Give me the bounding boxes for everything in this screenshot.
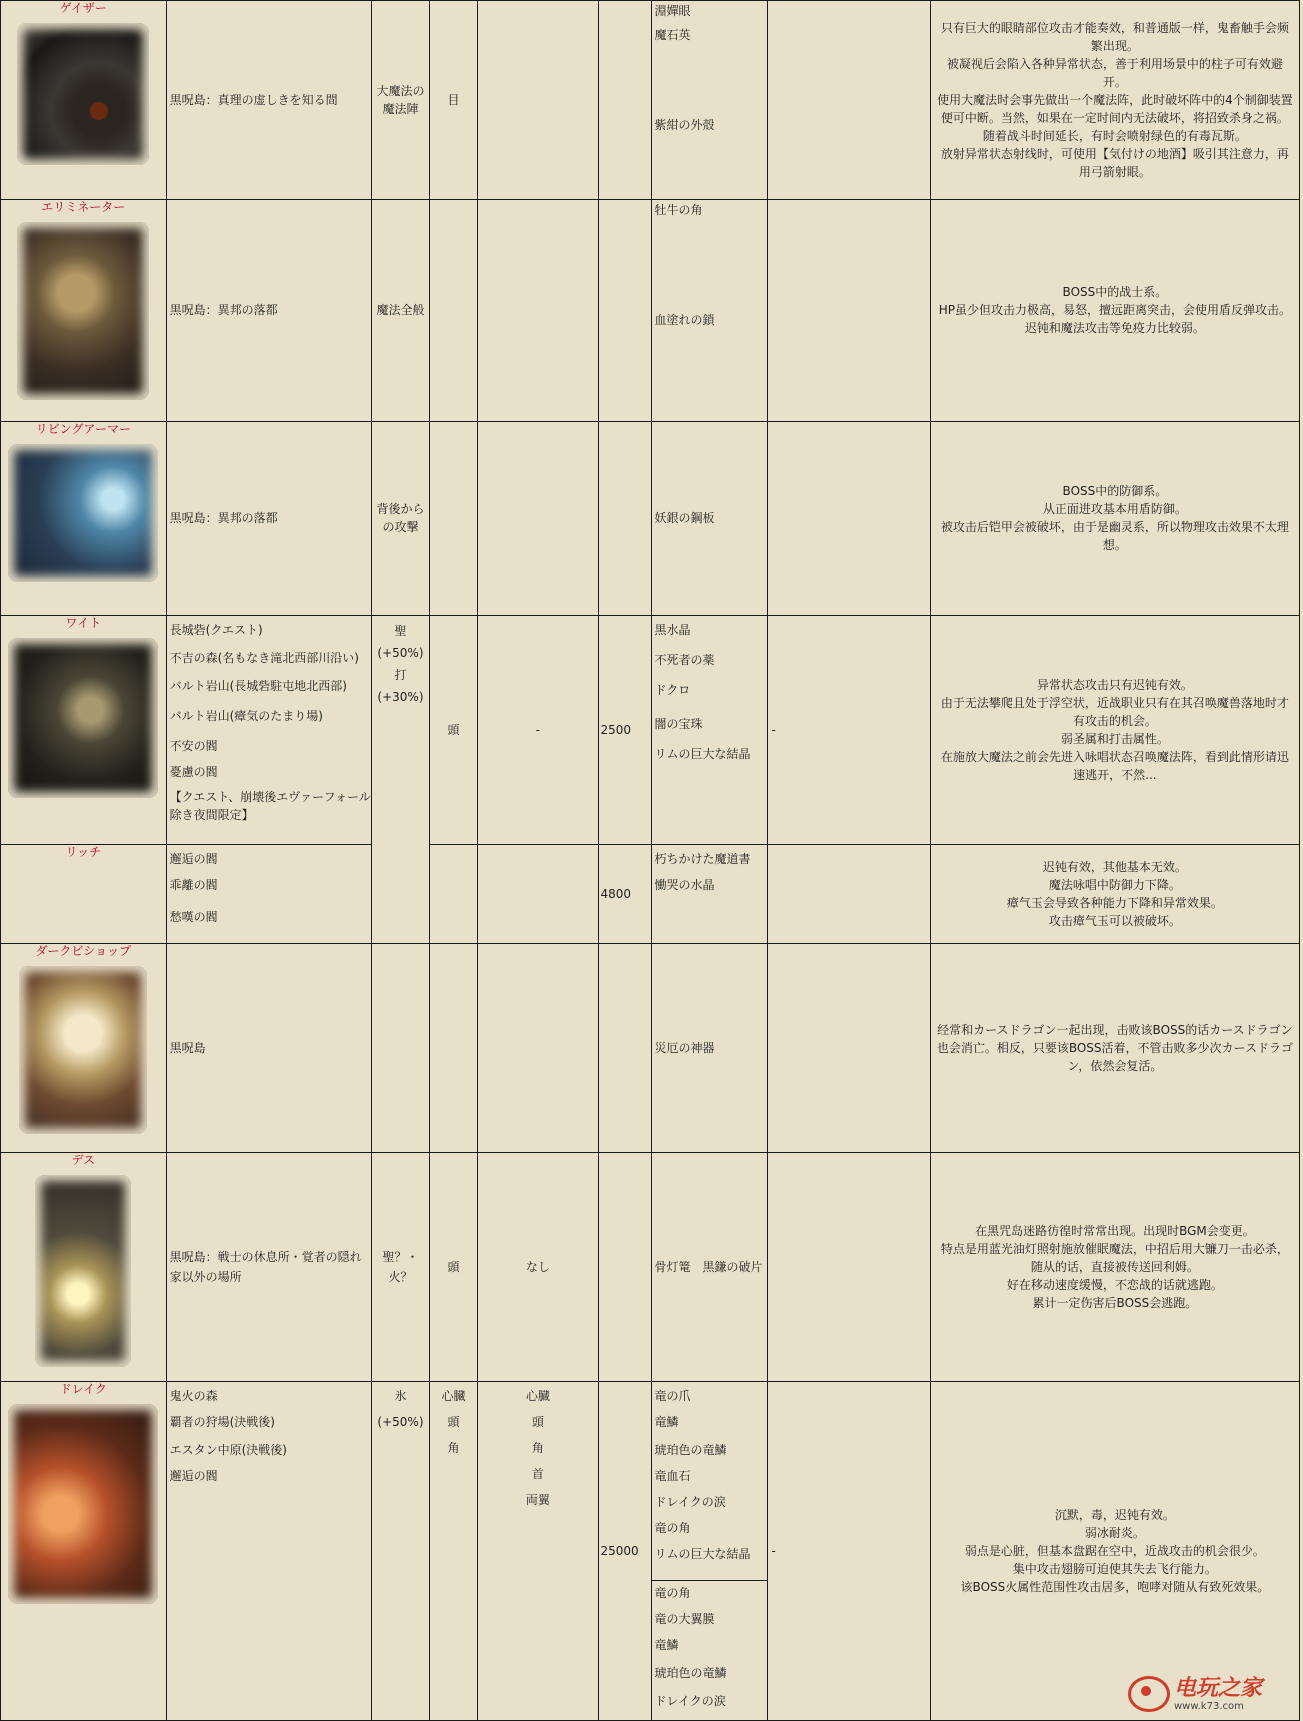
weakpoint2-cell bbox=[478, 944, 598, 1152]
note-line: 沉默，毒，迟钝有效。 bbox=[1054, 1508, 1175, 1523]
exp-value: 25000 bbox=[600, 1544, 639, 1559]
table-row bbox=[1, 944, 1300, 1152]
weakness-cell bbox=[372, 1152, 429, 1382]
watermark bbox=[1128, 1672, 1298, 1716]
location-cell bbox=[166, 1, 372, 200]
drop-item: 竜の角 bbox=[654, 1521, 691, 1536]
extra-cell bbox=[768, 421, 930, 615]
note-line: 弱冰耐炎。 bbox=[1084, 1526, 1145, 1541]
table-row bbox=[1, 200, 1300, 421]
location-text: 【クエスト、崩壊後エヴァーフォール除き夜間限定】 bbox=[169, 789, 371, 822]
location-cell bbox=[166, 1382, 372, 1721]
note-line: 瘴气玉会导致各种能力下降和异常效果。 bbox=[1006, 896, 1223, 911]
exp-cell bbox=[598, 200, 651, 421]
weakpoint-text: 目 bbox=[447, 93, 460, 108]
weakpoint2-cell bbox=[478, 615, 598, 845]
drop-item: 竜の角 bbox=[654, 1586, 691, 1601]
drop-item: 不死者の薬 bbox=[654, 652, 715, 667]
drops-cell bbox=[651, 1, 768, 200]
weakpoint2-text: 角 bbox=[531, 1441, 544, 1456]
notes-cell bbox=[930, 615, 1299, 845]
drops-cell bbox=[651, 421, 768, 615]
weakpoint-cell bbox=[429, 1, 478, 200]
note-line: 异常状态攻击只有迟钝有效。 bbox=[1036, 678, 1193, 693]
note-line: 好在移动速度缓慢，不恋战的话就逃跑。 bbox=[1006, 1277, 1223, 1292]
extra-cell bbox=[768, 200, 930, 421]
exp-cell bbox=[598, 1, 651, 200]
note-line: 从正面进攻基本用盾防御。 bbox=[1042, 502, 1187, 517]
location-text: 乖離の閻 bbox=[169, 878, 218, 893]
watermark-url: www.k73.com bbox=[1174, 1700, 1244, 1712]
location-text: 鬼火の森 bbox=[169, 1389, 218, 1404]
weakpoint-text: 頭 bbox=[447, 1415, 460, 1430]
location-cell bbox=[166, 615, 372, 845]
location-text: 邂逅の閻 bbox=[169, 852, 218, 867]
monster-portrait bbox=[8, 638, 158, 798]
weakness-text: 打 bbox=[394, 667, 407, 682]
weakpoint-cell bbox=[429, 1382, 478, 1721]
weakpoint-text: 頭 bbox=[447, 1259, 460, 1274]
monster-name: ダークビショップ bbox=[35, 944, 132, 959]
name-cell bbox=[1, 421, 167, 615]
weakpoint2-text: - bbox=[535, 723, 541, 738]
notes-cell bbox=[930, 1152, 1299, 1382]
notes-cell bbox=[930, 200, 1299, 421]
drop-item: 骨灯篭 黒鎌の破片 bbox=[654, 1259, 763, 1274]
table-row bbox=[1, 615, 1300, 845]
drop-item: ドレイクの涙 bbox=[654, 1694, 726, 1709]
weakness-cell bbox=[372, 1, 429, 200]
weakness-text: 聖 bbox=[394, 623, 407, 638]
weakpoint2-cell bbox=[478, 200, 598, 421]
drop-item: 朽ちかけた魔道書 bbox=[654, 852, 751, 867]
weakpoint2-cell bbox=[478, 1152, 598, 1382]
monster-name: ゲイザー bbox=[59, 1, 107, 15]
table-row bbox=[1, 1382, 1300, 1581]
weakpoint2-text: 頭 bbox=[531, 1415, 544, 1430]
weakpoint2-cell bbox=[478, 1382, 598, 1721]
weakness-cell bbox=[372, 200, 429, 421]
exp-cell bbox=[598, 421, 651, 615]
exp-cell bbox=[598, 944, 651, 1152]
exp-value: 4800 bbox=[600, 887, 632, 902]
exp-cell bbox=[598, 1152, 651, 1382]
drops-cell bbox=[651, 1581, 768, 1721]
location-text: バルト岩山(長城砦駐屯地北西部) bbox=[169, 678, 347, 693]
weakpoint-cell bbox=[429, 421, 478, 615]
exp-cell bbox=[598, 615, 651, 845]
name-cell bbox=[1, 1382, 167, 1721]
drop-item: 竜血石 bbox=[654, 1469, 691, 1484]
note-line: 被攻击后铠甲会被破坏，由于是幽灵系，所以物理攻击效果不太理想。 bbox=[940, 520, 1289, 553]
location-cell bbox=[166, 200, 372, 421]
drop-item: 慟哭の水晶 bbox=[654, 878, 715, 893]
extra-cell bbox=[768, 944, 930, 1152]
name-cell bbox=[1, 845, 167, 944]
drop-item: 淵嬋眼 bbox=[654, 4, 691, 18]
note-line: 弱点是心脏，但基本盘踞在空中，近战攻击的机会很少。 bbox=[964, 1544, 1265, 1559]
extra-text: - bbox=[771, 1544, 776, 1559]
location-text: 愁嘆の閻 bbox=[169, 910, 218, 925]
monster-name: デス bbox=[71, 1152, 96, 1167]
note-line: 被凝视后会陷入各种异常状态，善于利用场景中的柱子可有效避开。 bbox=[946, 57, 1283, 90]
location-cell bbox=[166, 845, 372, 944]
note-line: 经常和カースドラゴン一起出现，击败该BOSS的话カースドラゴン也会消亡。相反，只要该BOSS活着，不管击败多少次カースドラゴン，依然会复活。 bbox=[936, 1023, 1293, 1074]
location-text: 黒呪島 bbox=[169, 1041, 206, 1056]
location-text: エスタン中原(決戦後) bbox=[169, 1443, 287, 1458]
weakpoint-text: 心臓 bbox=[441, 1389, 466, 1404]
weakness-text: (+50%) bbox=[377, 1415, 424, 1430]
drop-item: リムの巨大な結晶 bbox=[654, 746, 751, 761]
weakness-text: 聖？・火？ bbox=[382, 1249, 419, 1284]
gamepad-logo-icon bbox=[1128, 1676, 1170, 1712]
drop-item: 琥珀色の竜鱗 bbox=[654, 1443, 727, 1458]
weakpoint2-text: なし bbox=[525, 1259, 550, 1274]
weakpoint-cell bbox=[429, 845, 478, 944]
extra-cell bbox=[768, 845, 930, 944]
drop-item: ドレイクの涙 bbox=[654, 1495, 726, 1510]
extra-cell bbox=[768, 1152, 930, 1382]
name-cell bbox=[1, 615, 167, 845]
exp-cell bbox=[598, 845, 651, 944]
weakpoint2-cell bbox=[478, 1, 598, 200]
note-line: 特点是用蓝光油灯照射施放催眠魔法，中招后用大镰刀一击必杀，随从的话，直接被传送回利姆。 bbox=[940, 1241, 1289, 1274]
notes-cell bbox=[930, 421, 1299, 615]
watermark-name: 电玩之家 bbox=[1174, 1675, 1263, 1701]
note-line: 攻击瘴气玉可以被破坏。 bbox=[1048, 914, 1181, 929]
location-text: 黒呪島：異邦の落都 bbox=[169, 511, 278, 526]
drop-item: 竜鱗 bbox=[654, 1638, 679, 1653]
weakpoint2-text: 心臓 bbox=[525, 1389, 550, 1404]
note-line: 魔法咏唱中防御力下降。 bbox=[1048, 878, 1181, 893]
weakpoint-text: 頭 bbox=[447, 723, 460, 738]
drops-cell bbox=[651, 615, 768, 845]
weakpoint-text: 角 bbox=[447, 1441, 460, 1456]
notes-cell bbox=[930, 1, 1299, 200]
note-line: 在黑咒岛迷路彷徨时常常出现。出现时BGM会变更。 bbox=[975, 1223, 1255, 1238]
weakpoint-cell bbox=[429, 615, 478, 845]
weakpoint2-text: 両翼 bbox=[525, 1493, 550, 1508]
note-line: 使用大魔法时会事先做出一个魔法阵，此时破坏阵中的4个制御装置便可中断。当然，如果在一定时间内无法破坏，将招致杀身之祸。随着战斗时间延长，有时会喷射绿色的有毒瓦斯。 bbox=[937, 93, 1293, 144]
note-line: BOSS中的战士系。 bbox=[1062, 285, 1168, 300]
location-text: バルト岩山(瘴気のたまり場) bbox=[169, 708, 323, 723]
drop-item: 血塗れの鎖 bbox=[654, 313, 715, 328]
monster-portrait bbox=[17, 222, 149, 400]
drop-item: 黒水晶 bbox=[654, 622, 691, 637]
extra-cell bbox=[768, 615, 930, 845]
monster-portrait bbox=[8, 444, 158, 582]
note-line: 弱圣属和打击属性。 bbox=[1060, 732, 1169, 747]
monster-portrait bbox=[8, 1404, 158, 1604]
weakness-cell bbox=[372, 615, 429, 944]
drop-item: 妖銀の鋼板 bbox=[654, 511, 715, 526]
name-cell bbox=[1, 200, 167, 421]
monster-portrait bbox=[19, 966, 147, 1134]
monster-name: エリミネーター bbox=[41, 200, 126, 215]
table-row bbox=[1, 421, 1300, 615]
drops-cell bbox=[651, 845, 768, 944]
name-cell bbox=[1, 1152, 167, 1382]
notes-cell bbox=[930, 845, 1299, 944]
table-row bbox=[1, 1152, 1300, 1382]
drop-item: リムの巨大な結晶 bbox=[654, 1547, 751, 1562]
weakpoint-cell bbox=[429, 200, 478, 421]
weakness-text: 背後からの攻撃 bbox=[376, 502, 425, 535]
location-text: 不安の閻 bbox=[169, 738, 218, 753]
name-cell bbox=[1, 1, 167, 200]
drop-item: 闇の宝珠 bbox=[654, 716, 703, 731]
note-line: 累计一定伤害后BOSS会逃跑。 bbox=[1032, 1295, 1198, 1310]
note-line: 迟钝和魔法攻击等免疫力比较弱。 bbox=[1024, 321, 1205, 336]
weakness-text: (+50%) bbox=[377, 645, 424, 660]
exp-value: 2500 bbox=[600, 723, 632, 738]
location-text: 邂逅の閻 bbox=[169, 1469, 218, 1484]
location-text: 憂慮の閻 bbox=[169, 764, 218, 779]
location-cell bbox=[166, 944, 372, 1152]
note-line: 只有巨大的眼睛部位攻击才能奏效，和普通版一样，鬼畜触手会频繁出现。 bbox=[940, 21, 1289, 54]
weakness-text: (+30%) bbox=[377, 689, 424, 704]
drop-item: 牡牛の角 bbox=[654, 203, 703, 218]
drop-item: 竜鱗 bbox=[654, 1415, 679, 1430]
drop-item: 竜の爪 bbox=[654, 1389, 691, 1404]
weakness-cell bbox=[372, 1382, 429, 1721]
location-cell bbox=[166, 1152, 372, 1382]
note-line: BOSS中的防御系。 bbox=[1062, 484, 1168, 499]
drops-cell bbox=[651, 1152, 768, 1382]
table-row bbox=[1, 845, 1300, 944]
weakness-text: 氷 bbox=[394, 1389, 407, 1404]
table-row bbox=[1, 1, 1300, 200]
drops-cell bbox=[651, 1382, 768, 1581]
monster-name: リッチ bbox=[65, 845, 102, 860]
weakness-text: 魔法全般 bbox=[376, 303, 425, 318]
exp-cell bbox=[598, 1382, 651, 1721]
drop-item: 琥珀色の竜鱗 bbox=[654, 1666, 727, 1681]
weakness-cell bbox=[372, 421, 429, 615]
drops-cell bbox=[651, 944, 768, 1152]
drop-item: 竜の大翼膜 bbox=[654, 1612, 715, 1627]
monster-name: ワイト bbox=[65, 615, 102, 630]
note-line: 迟钝有效，其他基本无效。 bbox=[1042, 860, 1187, 875]
weakpoint-cell bbox=[429, 1152, 478, 1382]
drops-cell bbox=[651, 200, 768, 421]
weakpoint2-text: 首 bbox=[531, 1467, 544, 1482]
note-line: 集中攻击翅膀可迫使其失去飞行能力。 bbox=[1012, 1562, 1217, 1577]
location-text: 不吉の森(名もなき滝北西部川沿い) bbox=[169, 650, 359, 665]
note-line: 在施放大魔法之前会先进入咏唱状态召唤魔法阵，看到此情形请迅速逃开，不然... bbox=[940, 750, 1289, 783]
note-line: HP虽少但攻击力极高，易怒，擅远距离突击，会使用盾反弹攻击。 bbox=[938, 303, 1292, 318]
weakness-text: 大魔法の魔法陣 bbox=[376, 84, 425, 117]
location-text: 覇者の狩場(決戦後) bbox=[169, 1415, 275, 1430]
note-line: 放射异常状态射线时，可使用【気付けの地酒】吸引其注意力，再用弓箭射眼。 bbox=[940, 147, 1289, 180]
monster-portrait bbox=[35, 1175, 131, 1367]
drop-item: ドクロ bbox=[654, 682, 691, 697]
location-text: 長城砦(クエスト) bbox=[169, 622, 263, 637]
note-line: 该BOSS火属性范围性攻击居多，咆哮对随从有致死效果。 bbox=[960, 1580, 1270, 1595]
monster-portrait bbox=[17, 23, 149, 165]
note-line: 由于无法攀爬且处于浮空状，近战职业只有在其召唤魔兽落地时才有攻击的机会。 bbox=[940, 696, 1289, 729]
location-text: 黒呪島：真理の虚しきを知る間 bbox=[169, 93, 338, 108]
drop-item: 災厄の神器 bbox=[654, 1041, 715, 1056]
extra-cell bbox=[768, 1382, 930, 1721]
location-cell bbox=[166, 421, 372, 615]
location-text: 黒呪島：異邦の落都 bbox=[169, 303, 278, 318]
name-cell bbox=[1, 944, 167, 1152]
drop-item: 魔石英 bbox=[654, 28, 691, 42]
monster-name: リビングアーマー bbox=[35, 421, 131, 436]
drop-item: 紫紺の外殻 bbox=[654, 118, 715, 132]
weakpoint-cell bbox=[429, 944, 478, 1152]
monster-name: ドレイク bbox=[59, 1382, 107, 1397]
notes-cell bbox=[930, 1382, 1299, 1721]
extra-cell bbox=[768, 1, 930, 200]
location-text: 黒呪島：戦士の休息所・覚者の隠れ家以外の場所 bbox=[169, 1249, 362, 1284]
extra-text: - bbox=[771, 723, 776, 738]
weakpoint2-cell bbox=[478, 845, 598, 944]
notes-cell bbox=[930, 944, 1299, 1152]
weakness-cell bbox=[372, 944, 429, 1152]
weakpoint2-cell bbox=[478, 421, 598, 615]
